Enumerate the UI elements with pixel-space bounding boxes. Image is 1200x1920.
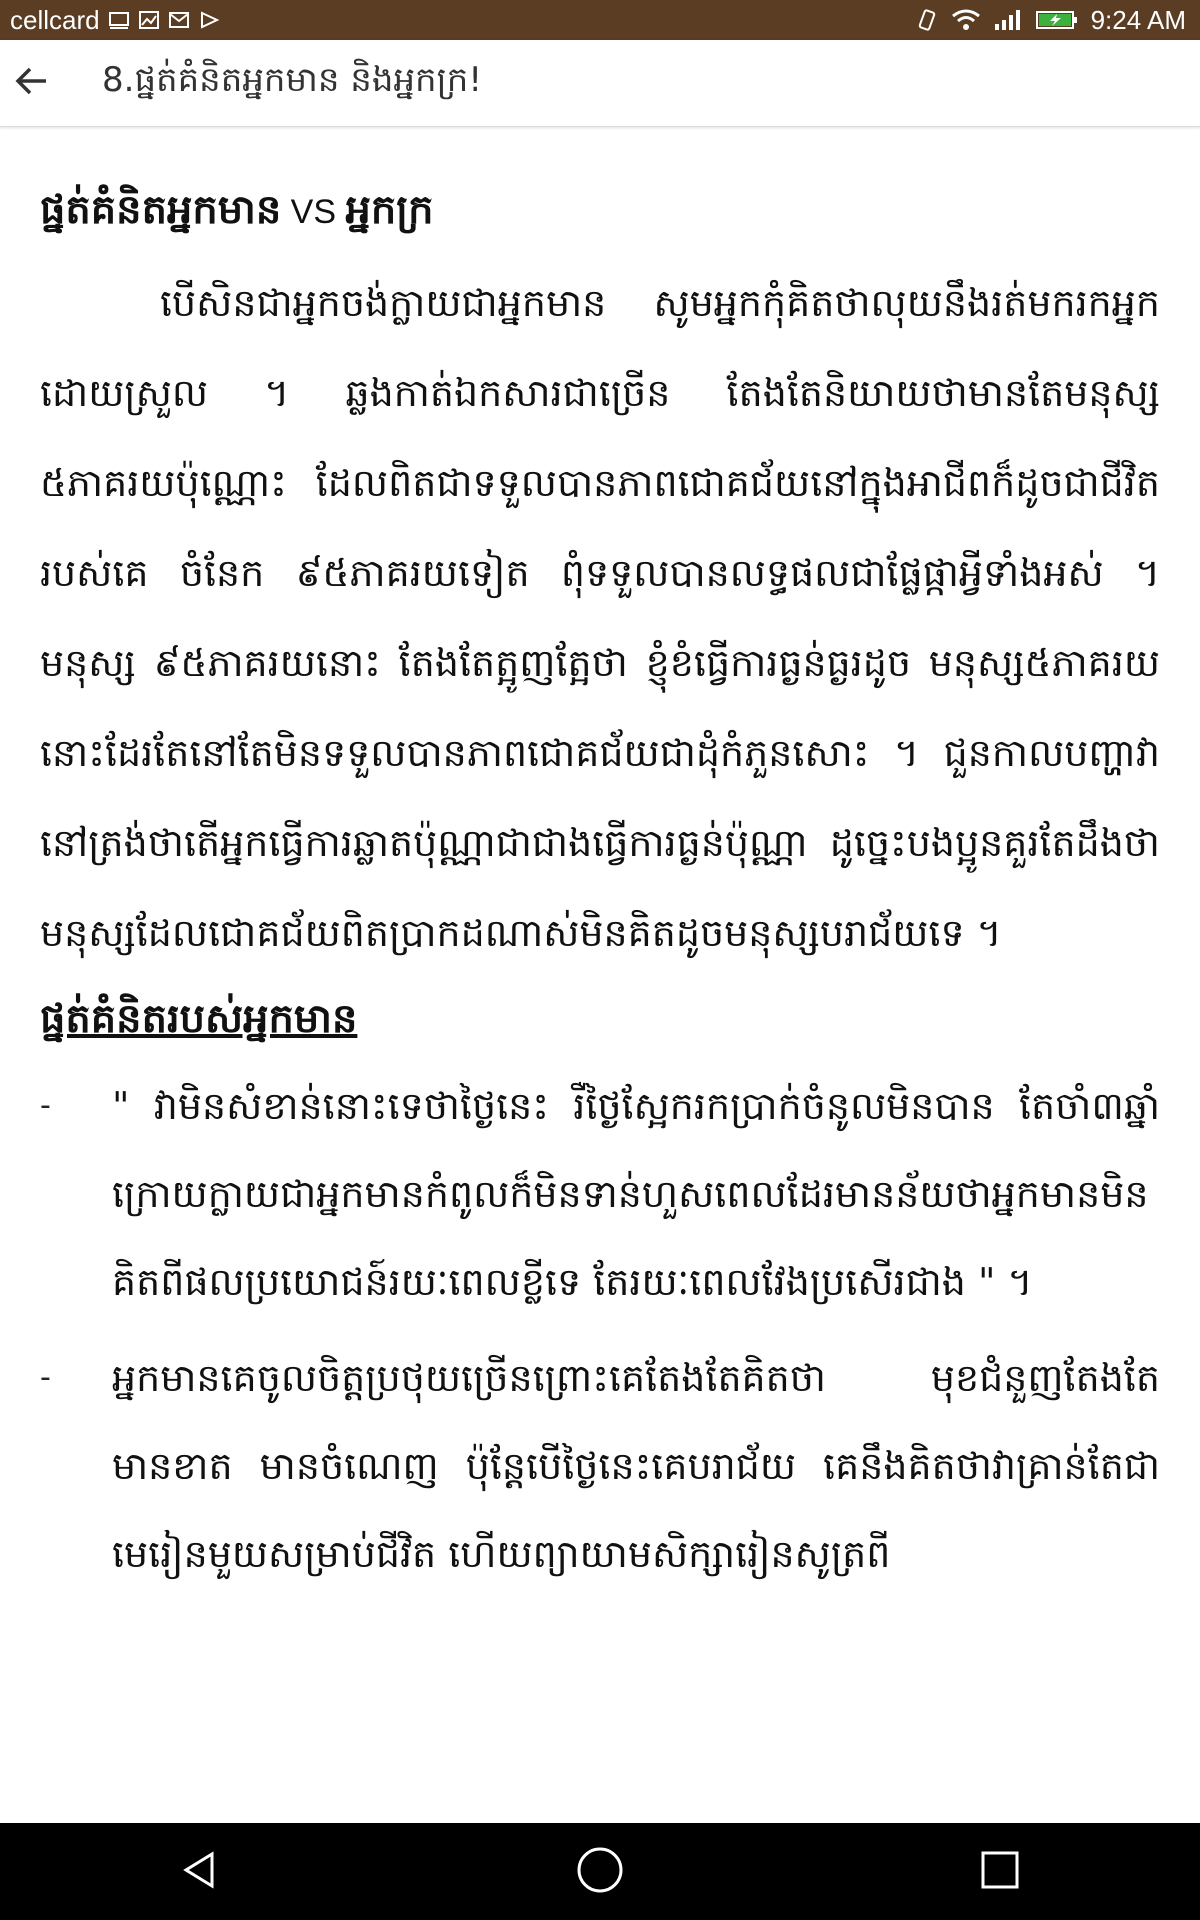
play-icon: [198, 10, 220, 30]
wifi-icon: [951, 8, 981, 32]
mail-icon: [168, 10, 190, 30]
heading-poor: អ្នកក្រ: [345, 186, 434, 233]
battery-charging-icon: [1035, 8, 1079, 32]
status-left: [0, 5, 220, 36]
nav-home-button[interactable]: [560, 1832, 640, 1912]
carrier-name: cellcard: [10, 4, 100, 35]
navigation-bar: [0, 1823, 1200, 1920]
article-content[interactable]: [40, 130, 1160, 1820]
recents-square-icon: [978, 1848, 1022, 1896]
bullet-text: " វាមិនសំខាន់នោះទេថាថ្ងៃនេះ រឺថ្ងៃស្អែករកប្រាក់ចំនូលមិនបាន តែចាំ៣ឆ្នាំក្រោយក្លាយជាអ្នកមានកំពូលក៏មិនទាន់ហួសពេលដែរមានន័យថាអ្នកមានមិនគិតពីផលប្រយោជន៍រយៈពេលខ្លីទេ តែរយៈពេលវែងប្រសើរជាង " ។: [112, 1084, 1160, 1304]
nav-recents-button[interactable]: [960, 1832, 1040, 1912]
notification-icon: [108, 10, 130, 30]
page-title: 8.ផ្នត់គំនិតអ្នកមាន និងអ្នកក្រ!: [102, 60, 482, 100]
back-triangle-icon: [178, 1848, 222, 1896]
article-heading: [40, 188, 1160, 232]
back-button[interactable]: [0, 51, 64, 115]
nav-back-button[interactable]: [160, 1832, 240, 1912]
heading-vs: VS: [281, 193, 346, 231]
clock-time: 9:24 AM: [1090, 4, 1186, 35]
bullet-dash: -: [40, 1360, 51, 1395]
bullet-text: អ្នកមានគេចូលចិត្តប្រថុយច្រើនព្រោះគេតែងតែគិតថា មុខជំនួញតែងតែមានខាត មានចំណេញ ប៉ុន្តែបើថ្ងៃនេះគេបរាជ័យ គេនឹងគិតថាវាគ្រាន់តែជាមេរៀនមួយសម្រាប់ជីវិត ហើយព្យាយាមសិក្សារៀនសូត្រពី: [112, 1356, 1160, 1576]
arrow-left-icon: [14, 63, 50, 103]
home-circle-icon: [575, 1845, 625, 1899]
section-subheading: ផ្នត់គំនិតរបស់អ្នកមាន: [40, 995, 358, 1042]
image-icon: [138, 10, 160, 30]
list-item: [40, 1334, 1160, 1598]
bullet-dash: -: [40, 1088, 51, 1123]
app-bar: [0, 40, 1200, 127]
status-bar: [0, 0, 1200, 40]
heading-rich: ផ្នត់គំនិតអ្នកមាន: [40, 186, 282, 233]
status-right: [915, 5, 1200, 36]
intro-paragraph: បើសិនជាអ្នកចង់ក្លាយជាអ្នកមាន សូមអ្នកកុំគិតថាលុយនឹងរត់មករកអ្នកដោយស្រួល ។ ឆ្លងកាត់ឯកសារជាច្រើន តែងតែនិយាយថាមានតែមនុស្ស ៥ភាគរយប៉ុណ្ណោះ ដែលពិតជាទទួលបានភាពជោគជ័យនៅក្នុងអាជីពក៏ដូចជាជីវិតរបស់គេ ចំនែក ៩៥ភាគរយទៀត ពុំទទួលបានលទ្ធផលជាផ្លែផ្កាអ្វីទាំងអស់ ។ មនុស្ស ៩៥ភាគរយនោះ តែងតែត្អូញត្អែថា ខ្ញុំខំធ្វើការធ្ងន់ធ្ងរដូច មនុស្ស៥ភាគរយ នោះដែរតែនៅតែមិនទទួលបានភាពជោគជ័យជាដុំកំភួនសោះ ។ ជួនកាលបញ្ហាវានៅត្រង់ថាតើអ្នកធ្វើការឆ្លាតប៉ុណ្ណាជាជាងធ្វើការធ្ងន់ប៉ុណ្ណា ដូច្នេះបងប្អូនគួរតែដឹងថា មនុស្សដែលជោគជ័យពិតប្រាកដណាស់មិនគិតដូចមនុស្សបរាជ័យទេ ។: [40, 281, 1160, 955]
signal-icon: [993, 8, 1023, 32]
vibrate-icon: [915, 8, 939, 32]
list-item: [40, 1062, 1160, 1326]
